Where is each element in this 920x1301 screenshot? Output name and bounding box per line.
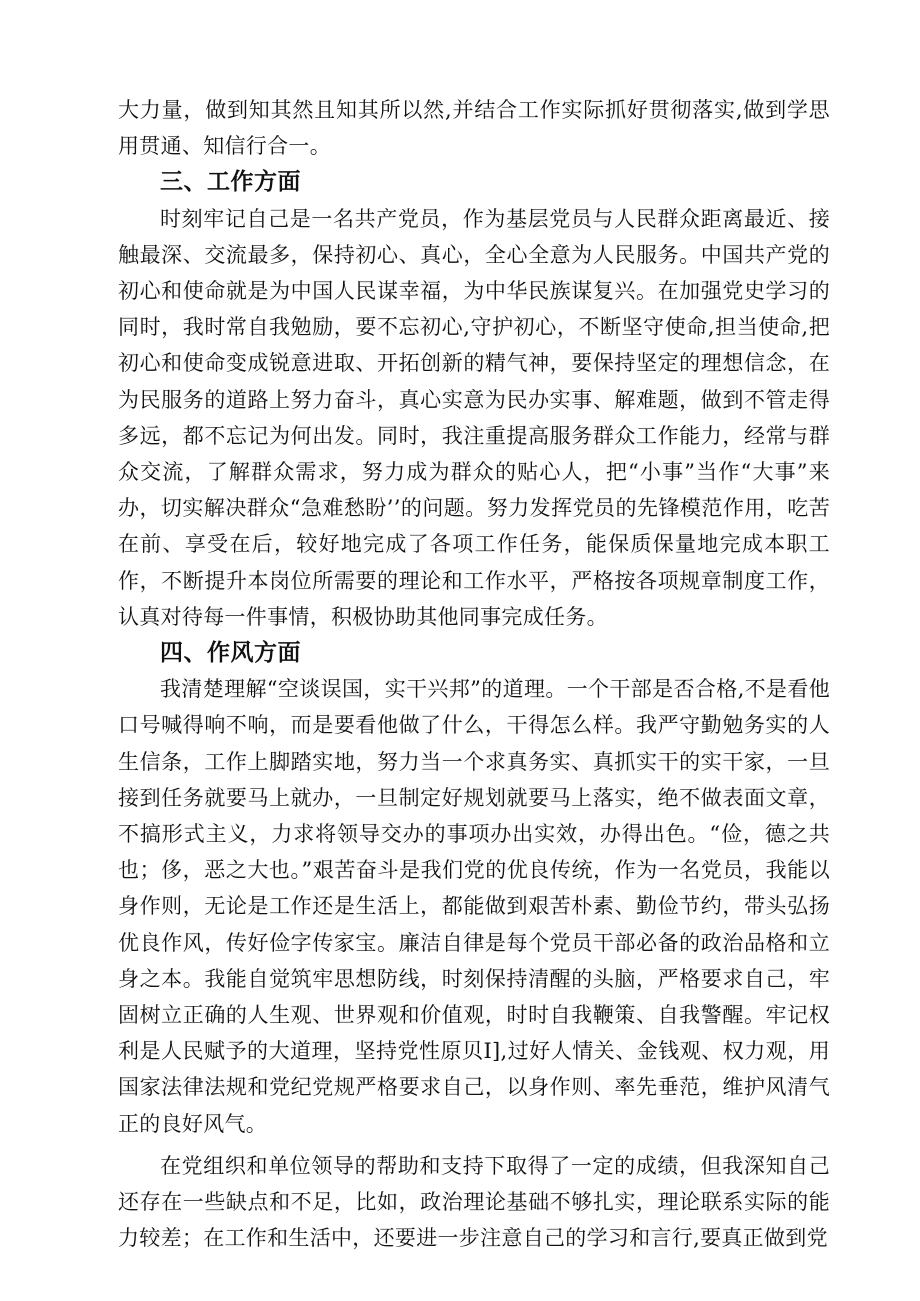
document-body [118, 92, 830, 1257]
intro-paragraph: 大力量，做到知其然且知其所以然,并结合工作实际抓好贯彻落实,做到学思用贯通、知信行合一。 [118, 98, 830, 159]
section-body-work: 时刻牢记自己是一名共产党员，作为基层党员与人民群众距离最近、接触最深、交流最多，保持初心、真心，全心全意为人民服务。中国共产党的初心和使命就是为中国人民谋幸福，为中华民族谋复兴。在加强党史学习的同时，我时常自我勉励，要不忘初心,守护初心，不断坚守使命,担当使命,把初心和使命变成锐意进取、开拓创新的精气神，要保持坚定的理想信念，在为民服务的道路上努力奋斗，真心实意为民办实事、解难题，做到不管走得多远，都不忘记为何出发。同时，我注重提高服务群众工作能力，经常与群众交流，了解群众需求，努力成为群众的贴心人，把“小事”当作“大事”来办，切实解决群众“急难愁盼’’的问题。努力发挥党员的先锋模范作用，吃苦在前、享受在后，较好地完成了各项工作任务，能保质保量地完成本职工作，不断提升本岗位所需要的理论和工作水平，严格按各项规章制度工作，认真对待每一件事情，积极协助其他同事完成任务。 [118, 206, 830, 629]
section-heading-work: 三、工作方面 [160, 169, 301, 196]
closing-paragraph: 在党组织和单位领导的帮助和支持下取得了一定的成绩，但我深知自己还存在一些缺点和不足，比如，政治理论基础不够扎实，理论联系实际的能力较差；在工作和生活中，还要进一步注意自己的学习和言行,要真正做到党 [118, 1153, 830, 1251]
section-body-style: 我清楚理解“空谈误国，实干兴邦”的道理。一个干部是否合格,不是看他口号喊得响不响，而是要看他做了什么，干得怎么样。我严守勤勉务实的人生信条，工作上脚踏实地，努力当一个求真务实、真抓实干的实干家，一旦接到任务就要马上就办，一旦制定好规划就要马上落实，绝不做表面文章，不搞形式主义，力求将领导交办的事项办出实效，办得出色。“俭，德之共也；侈，恶之大也。”艰苦奋斗是我们党的优良传统，作为一名党员，我能以身作则，无论是工作还是生活上，都能做到艰苦朴素、勤俭节约，带头弘扬优良作风，传好俭字传家宝。廉洁自律是每个党员干部必备的政治品格和立身之本。我能自觉筑牢思想防线，时刻保持清醒的头脑，严格要求自己，牢固树立正确的人生观、世界观和价值观，时时自我鞭策、自我警醒。牢记权利是人民赋予的大道理，坚持党性原贝I],过好人情关、金钱观、权力观，用国家法律法规和党纪党规严格要求自己，以身作则、率先垂范，维护风清气正的良好风气。 [118, 677, 830, 1136]
section-heading-style: 四、作风方面 [160, 640, 301, 667]
